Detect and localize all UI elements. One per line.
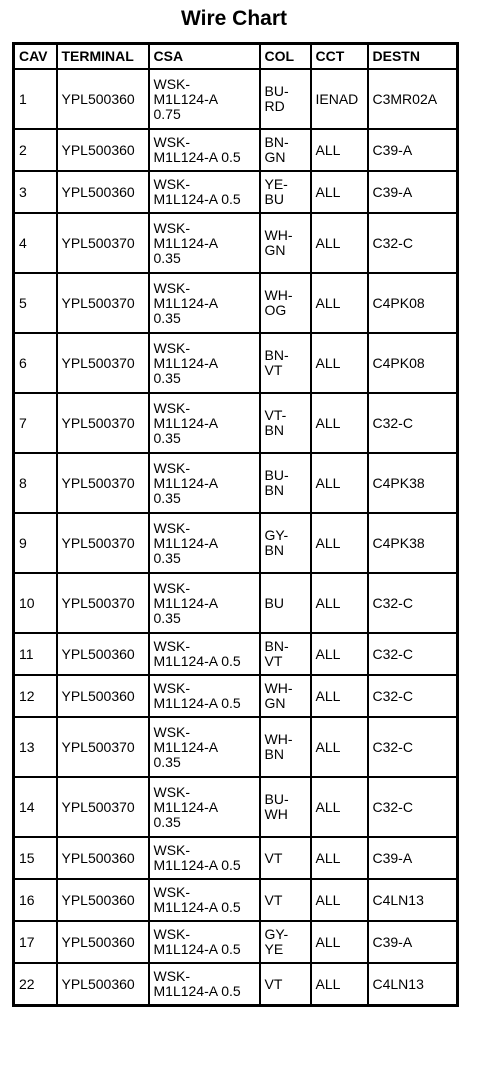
table-row (14, 171, 458, 213)
cell-csa: WSK- M1L124-A 0.5 (149, 675, 260, 717)
cell-destn: C32-C (368, 213, 458, 273)
cell-terminal: YPL500360 (57, 69, 149, 129)
cell-col: WH- BN (260, 717, 311, 777)
cell-cct: ALL (311, 453, 368, 513)
cell-col: VT- BN (260, 393, 311, 453)
cell-cav: 17 (14, 921, 57, 963)
cell-cav: 4 (14, 213, 57, 273)
cell-destn: C32-C (368, 633, 458, 675)
cell-destn: C39-A (368, 129, 458, 171)
cell-csa: WSK- M1L124-A 0.5 (149, 963, 260, 1006)
cell-col: BU- RD (260, 69, 311, 129)
cell-cav: 13 (14, 717, 57, 777)
cell-cav: 12 (14, 675, 57, 717)
cell-cav: 14 (14, 777, 57, 837)
table-row (14, 879, 458, 921)
cell-col: BU- WH (260, 777, 311, 837)
cell-terminal: YPL500360 (57, 921, 149, 963)
cell-col: GY- BN (260, 513, 311, 573)
table-row (14, 69, 458, 129)
page-title: Wire Chart (181, 7, 287, 30)
cell-terminal: YPL500370 (57, 717, 149, 777)
table-row (14, 837, 458, 879)
header-col: COL (260, 44, 311, 70)
cell-destn: C4PK08 (368, 333, 458, 393)
cell-cav: 2 (14, 129, 57, 171)
cell-csa: WSK- M1L124-A 0.35 (149, 333, 260, 393)
header-destn: DESTN (368, 44, 458, 70)
table-row (14, 717, 458, 777)
cell-destn: C3MR02A (368, 69, 458, 129)
cell-terminal: YPL500360 (57, 675, 149, 717)
cell-csa: WSK- M1L124-A 0.35 (149, 513, 260, 573)
cell-cct: ALL (311, 717, 368, 777)
cell-cct: ALL (311, 675, 368, 717)
cell-terminal: YPL500370 (57, 513, 149, 573)
cell-csa: WSK- M1L124-A 0.5 (149, 171, 260, 213)
cell-cct: ALL (311, 333, 368, 393)
cell-col: BN- GN (260, 129, 311, 171)
cell-terminal: YPL500360 (57, 879, 149, 921)
header-cav: CAV (14, 44, 57, 70)
cell-cav: 3 (14, 171, 57, 213)
cell-cct: ALL (311, 573, 368, 633)
cell-cct: ALL (311, 777, 368, 837)
cell-cav: 5 (14, 273, 57, 333)
cell-terminal: YPL500360 (57, 129, 149, 171)
cell-csa: WSK- M1L124-A 0.35 (149, 273, 260, 333)
cell-cct: ALL (311, 513, 368, 573)
cell-destn: C39-A (368, 171, 458, 213)
cell-cct: ALL (311, 837, 368, 879)
cell-col: VT (260, 879, 311, 921)
table-row (14, 573, 458, 633)
cell-col: BU (260, 573, 311, 633)
cell-csa: WSK- M1L124-A 0.5 (149, 633, 260, 675)
cell-cct: ALL (311, 213, 368, 273)
cell-col: VT (260, 837, 311, 879)
cell-destn: C4PK38 (368, 513, 458, 573)
cell-cav: 11 (14, 633, 57, 675)
cell-csa: WSK- M1L124-A 0.5 (149, 879, 260, 921)
cell-cav: 1 (14, 69, 57, 129)
header-csa: CSA (149, 44, 260, 70)
cell-csa: WSK- M1L124-A 0.35 (149, 717, 260, 777)
cell-terminal: YPL500370 (57, 777, 149, 837)
cell-cct: ALL (311, 273, 368, 333)
cell-cav: 8 (14, 453, 57, 513)
cell-destn: C4PK08 (368, 273, 458, 333)
cell-destn: C32-C (368, 393, 458, 453)
cell-terminal: YPL500360 (57, 963, 149, 1006)
cell-cav: 7 (14, 393, 57, 453)
cell-cav: 10 (14, 573, 57, 633)
cell-col: WH- OG (260, 273, 311, 333)
table-row (14, 453, 458, 513)
cell-terminal: YPL500370 (57, 453, 149, 513)
cell-cav: 9 (14, 513, 57, 573)
cell-terminal: YPL500360 (57, 633, 149, 675)
table-row (14, 273, 458, 333)
cell-cct: ALL (311, 633, 368, 675)
cell-col: YE- BU (260, 171, 311, 213)
table-row (14, 393, 458, 453)
cell-cct: ALL (311, 921, 368, 963)
cell-destn: C39-A (368, 837, 458, 879)
header-cct: CCT (311, 44, 368, 70)
table-row (14, 129, 458, 171)
cell-terminal: YPL500370 (57, 393, 149, 453)
cell-cav: 15 (14, 837, 57, 879)
cell-col: WH- GN (260, 675, 311, 717)
cell-cct: ALL (311, 393, 368, 453)
cell-csa: WSK- M1L124-A 0.75 (149, 69, 260, 129)
table-row (14, 963, 458, 1006)
table-row (14, 513, 458, 573)
cell-destn: C32-C (368, 717, 458, 777)
cell-destn: C39-A (368, 921, 458, 963)
wire-chart-table (12, 42, 459, 1007)
cell-cav: 6 (14, 333, 57, 393)
cell-terminal: YPL500370 (57, 573, 149, 633)
cell-destn: C32-C (368, 777, 458, 837)
table-row (14, 675, 458, 717)
cell-col: GY- YE (260, 921, 311, 963)
cell-col: BU- BN (260, 453, 311, 513)
cell-csa: WSK- M1L124-A 0.35 (149, 573, 260, 633)
table-row (14, 921, 458, 963)
header-row (14, 44, 458, 70)
cell-csa: WSK- M1L124-A 0.35 (149, 777, 260, 837)
cell-cct: ALL (311, 963, 368, 1006)
cell-terminal: YPL500360 (57, 837, 149, 879)
cell-cct: ALL (311, 129, 368, 171)
table-body (14, 69, 458, 1006)
cell-col: VT (260, 963, 311, 1006)
cell-csa: WSK- M1L124-A 0.5 (149, 837, 260, 879)
cell-csa: WSK- M1L124-A 0.5 (149, 129, 260, 171)
cell-cct: ALL (311, 171, 368, 213)
cell-cct: ALL (311, 879, 368, 921)
cell-cav: 22 (14, 963, 57, 1006)
cell-csa: WSK- M1L124-A 0.35 (149, 393, 260, 453)
cell-destn: C32-C (368, 675, 458, 717)
table-row (14, 333, 458, 393)
cell-terminal: YPL500370 (57, 333, 149, 393)
cell-destn: C4LN13 (368, 963, 458, 1006)
cell-destn: C4LN13 (368, 879, 458, 921)
cell-csa: WSK- M1L124-A 0.5 (149, 921, 260, 963)
cell-destn: C32-C (368, 573, 458, 633)
cell-terminal: YPL500360 (57, 171, 149, 213)
table-row (14, 633, 458, 675)
header-terminal: TERMINAL (57, 44, 149, 70)
cell-destn: C4PK38 (368, 453, 458, 513)
cell-terminal: YPL500370 (57, 213, 149, 273)
cell-col: BN- VT (260, 633, 311, 675)
cell-cct: IENAD (311, 69, 368, 129)
cell-csa: WSK- M1L124-A 0.35 (149, 213, 260, 273)
cell-col: WH- GN (260, 213, 311, 273)
table-row (14, 777, 458, 837)
cell-csa: WSK- M1L124-A 0.35 (149, 453, 260, 513)
cell-cav: 16 (14, 879, 57, 921)
table-row (14, 213, 458, 273)
cell-terminal: YPL500370 (57, 273, 149, 333)
cell-col: BN- VT (260, 333, 311, 393)
